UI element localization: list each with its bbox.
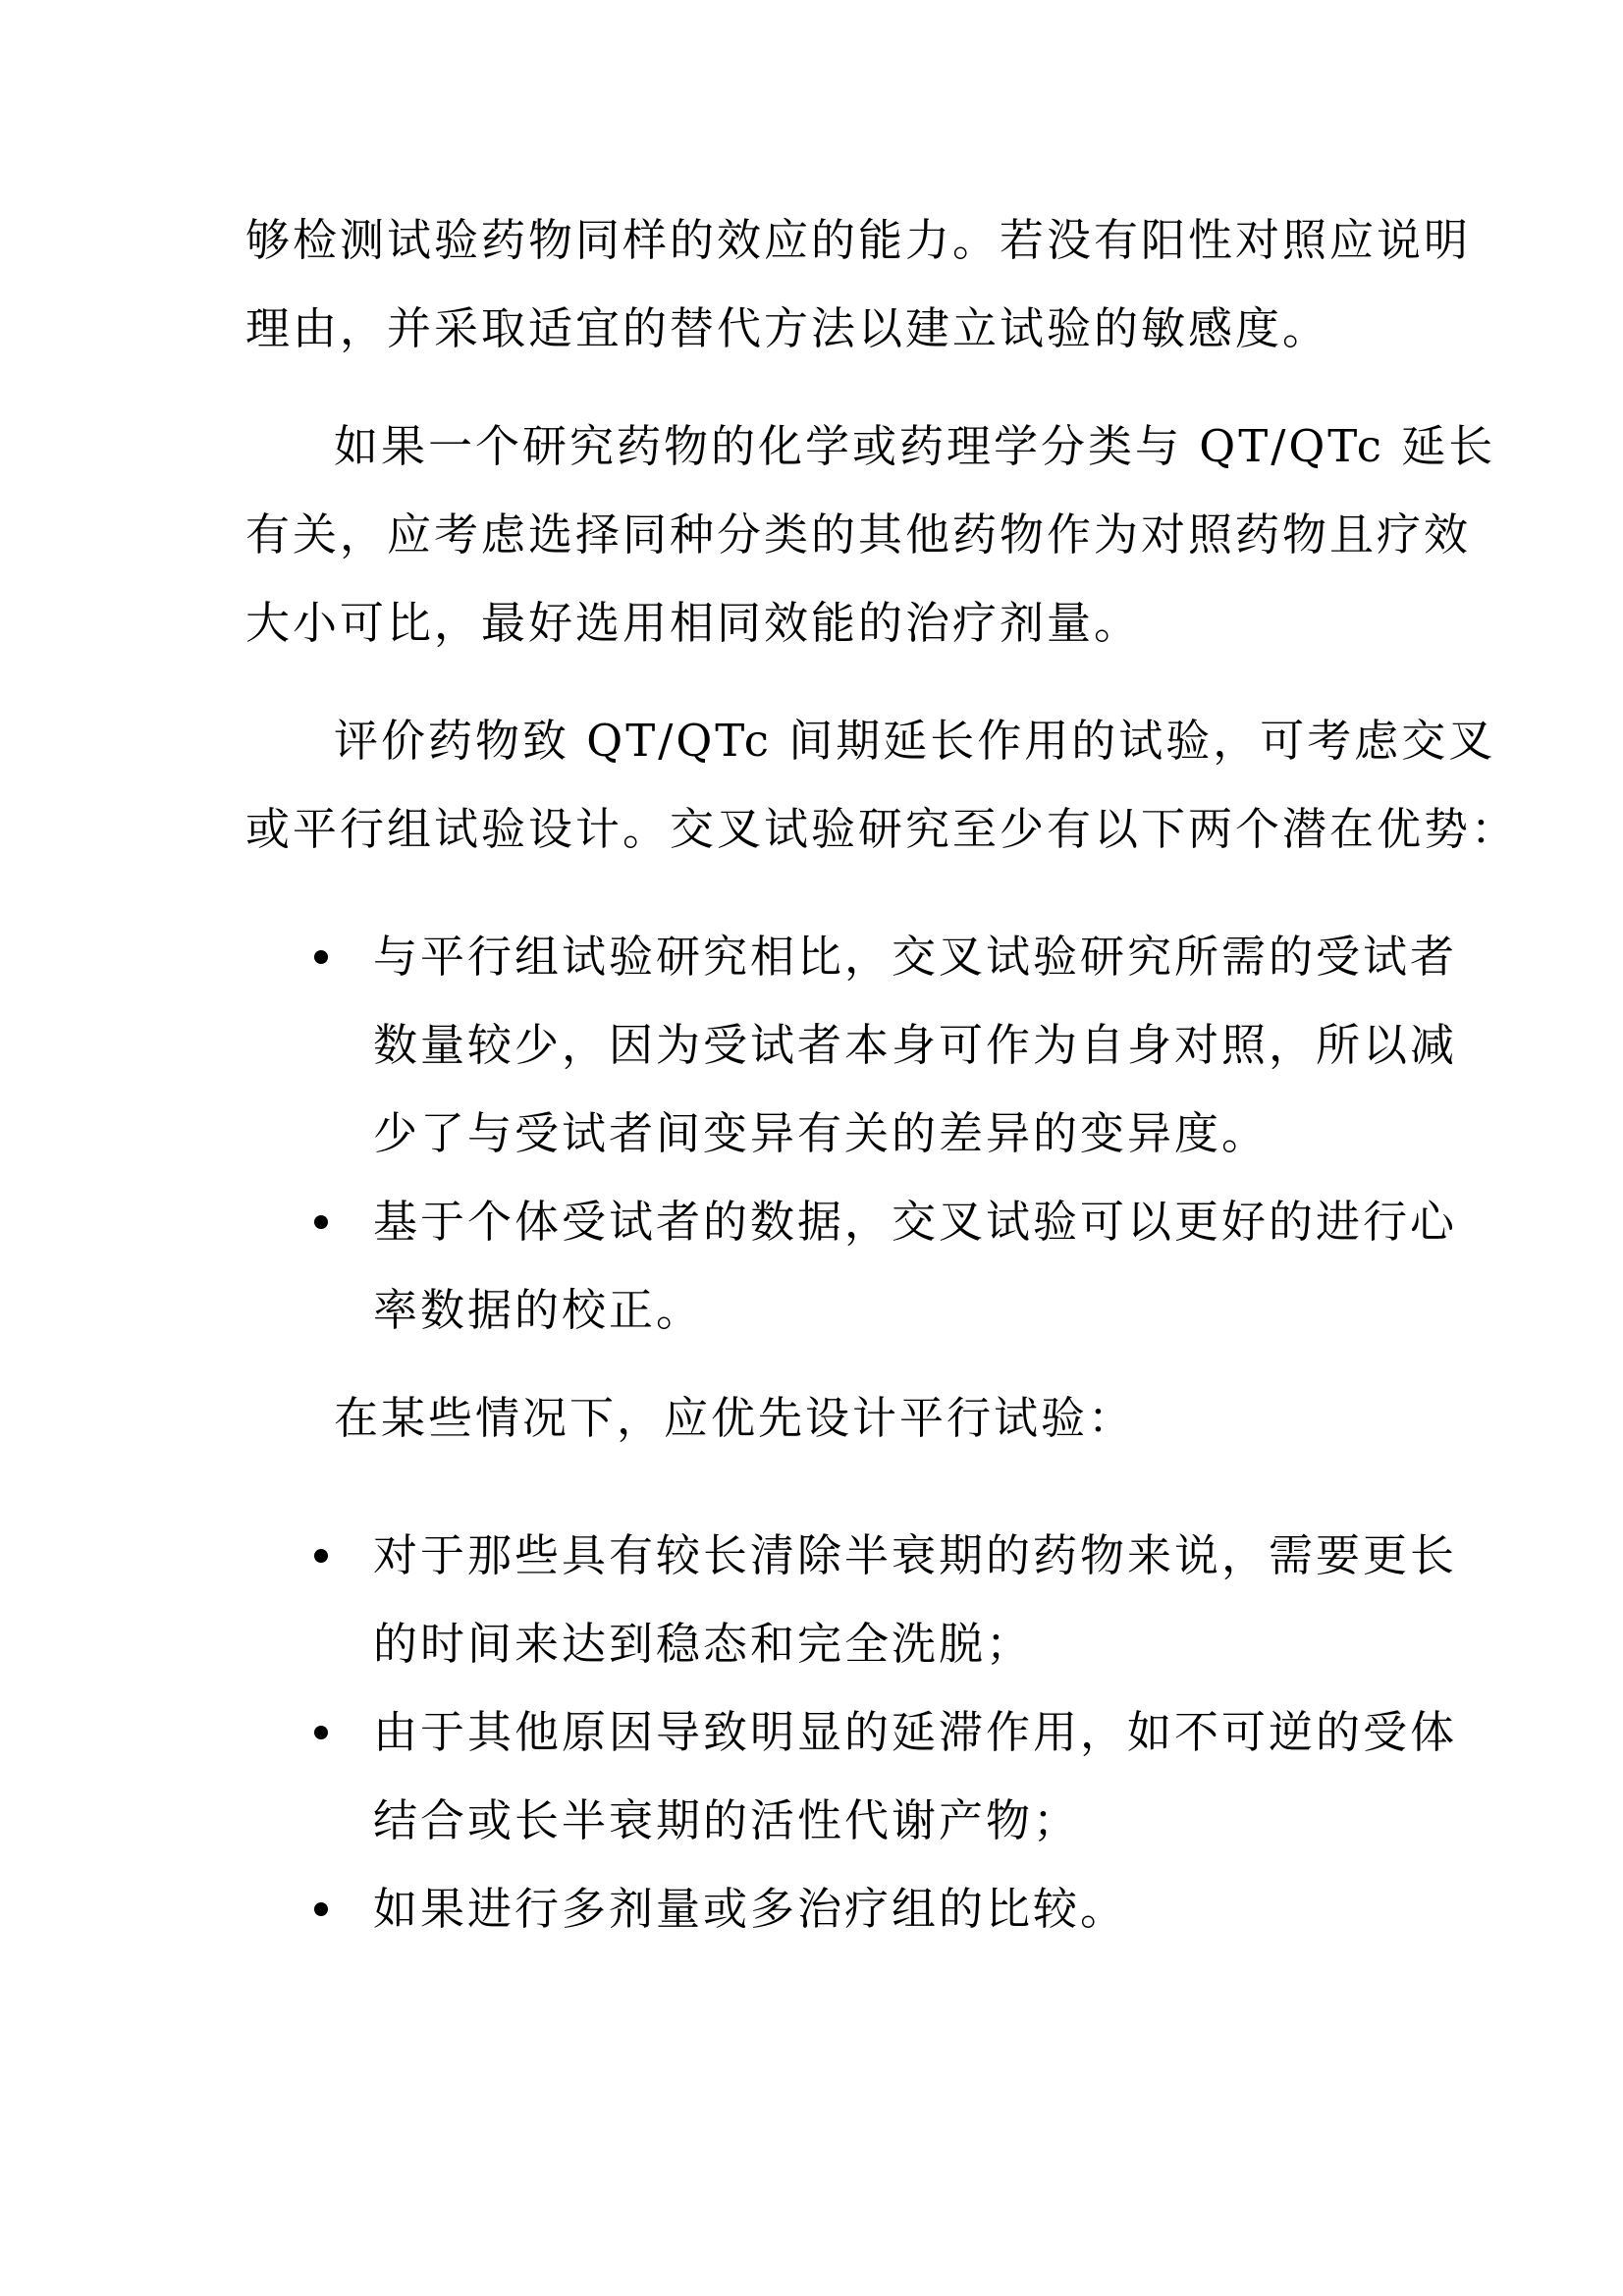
list-item (245, 1178, 1458, 1355)
bullet-icon (314, 1726, 328, 1739)
text-line: 数量较少，因为受试者本身可作为自身对照，所以减 (373, 1019, 1458, 1071)
paragraph-qt-class (245, 402, 1496, 667)
text-line: 或平行组试验设计。交叉试验研究至少有以下两个潜在优势： (245, 803, 1519, 855)
text-line: 评价药物致 QT/QTc 间期延长作用的试验，可考虑交叉 (334, 715, 1496, 767)
bullet-icon (314, 1902, 328, 1916)
paragraph-parallel-preferred (245, 1374, 1384, 1463)
parallel-design-list (245, 1512, 1458, 1953)
text-line: 理由，并采取适宜的替代方法以建立试验的敏感度。 (245, 302, 1330, 354)
text-line: 如果一个研究药物的化学或药理学分类与 QT/QTc 延长 (334, 420, 1496, 472)
text-line: 基于个体受试者的数据，交叉试验可以更好的进行心 (373, 1196, 1458, 1248)
bullet-icon (314, 1215, 328, 1229)
text-line: 如果进行多剂量或多治疗组的比较。 (373, 1883, 1128, 1935)
paragraph-trial-design (245, 697, 1519, 874)
text-line: 少了与受试者间变异有关的差异的变异度。 (373, 1107, 1270, 1159)
crossover-advantages-list (245, 913, 1458, 1355)
bullet-icon (314, 1549, 328, 1563)
text-line: 对于那些具有较长清除半衰期的药物来说，需要更长 (373, 1529, 1458, 1581)
bullet-icon (314, 950, 328, 964)
list-item (245, 913, 1458, 1178)
paragraph-continuation (245, 196, 1472, 373)
list-item (245, 1688, 1458, 1865)
text-line: 与平行组试验研究相比，交叉试验研究所需的受试者 (373, 931, 1458, 983)
list-item (245, 1512, 1458, 1688)
text-line: 够检测试验药物同样的效应的能力。若没有阳性对照应说明 (245, 214, 1472, 266)
text-line: 由于其他原因导致明显的延滞作用，如不可逆的受体 (373, 1706, 1458, 1758)
text-line: 大小可比，最好选用相同效能的治疗剂量。 (245, 597, 1142, 649)
text-line: 结合或长半衰期的活性代谢产物； (373, 1794, 1081, 1846)
text-line: 的时间来达到稳态和完全洗脱； (373, 1618, 1034, 1670)
text-line: 率数据的校正。 (373, 1284, 704, 1336)
text-line: 有关，应考虑选择同种分类的其他药物作为对照药物且疗效 (245, 508, 1472, 561)
list-item (245, 1865, 1384, 1953)
text-line: 在某些情况下，应优先设计平行试验： (334, 1392, 1136, 1444)
